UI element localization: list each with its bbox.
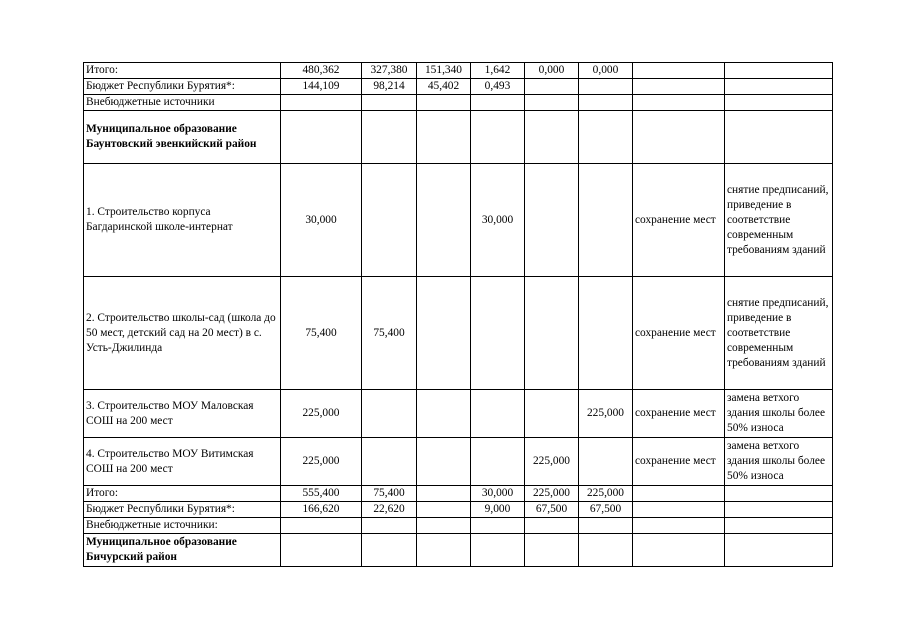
total-cell: 75,400 (281, 277, 362, 390)
year-cell: 67,500 (579, 502, 633, 518)
municipality-header: Муниципальное образование Бичурский район (84, 534, 281, 567)
year-cell (362, 438, 417, 486)
total-cell: 225,000 (281, 438, 362, 486)
year-cell: 225,000 (579, 486, 633, 502)
year-cell (362, 390, 417, 438)
total-cell: 225,000 (281, 390, 362, 438)
total-cell (281, 95, 362, 111)
total-cell: 144,109 (281, 79, 362, 95)
effect-cell (633, 79, 725, 95)
note-cell (725, 95, 833, 111)
year-cell: 225,000 (525, 438, 579, 486)
year-cell (417, 95, 471, 111)
table-row (84, 63, 833, 79)
year-cell: 67,500 (525, 502, 579, 518)
year-cell (579, 518, 633, 534)
year-cell: 0,493 (471, 79, 525, 95)
year-cell: 327,380 (362, 63, 417, 79)
year-cell (471, 438, 525, 486)
row-name: 2. Строительство школы-сад (школа до 50 мест, детский сад на 20 мест) в с. Усть-Джилинда (84, 277, 281, 390)
effect-cell: сохранение мест (633, 390, 725, 438)
year-cell (362, 518, 417, 534)
year-cell (417, 438, 471, 486)
year-cell (417, 277, 471, 390)
year-cell: 30,000 (471, 486, 525, 502)
year-cell (525, 518, 579, 534)
year-cell: 75,400 (362, 277, 417, 390)
year-cell (579, 277, 633, 390)
table-row (84, 486, 833, 502)
year-cell (579, 79, 633, 95)
year-cell (525, 277, 579, 390)
row-name: Итого: (84, 486, 281, 502)
note-cell: замена ветхого здания школы более 50% износа (725, 390, 833, 438)
note-cell: замена ветхого здания школы более 50% износа (725, 438, 833, 486)
year-cell: 45,402 (417, 79, 471, 95)
municipality-header: Муниципальное образование Баунтовский эвенкийский район (84, 111, 281, 164)
note-cell (725, 63, 833, 79)
year-cell (579, 438, 633, 486)
row-name: Итого: (84, 63, 281, 79)
year-cell (471, 518, 525, 534)
year-cell (362, 164, 417, 277)
year-cell: 98,214 (362, 79, 417, 95)
year-cell (525, 164, 579, 277)
note-cell (725, 518, 833, 534)
year-cell: 0,000 (579, 63, 633, 79)
table-row (84, 277, 833, 390)
year-cell (579, 95, 633, 111)
year-cell (417, 486, 471, 502)
year-cell (417, 502, 471, 518)
year-cell: 9,000 (471, 502, 525, 518)
table-row (84, 502, 833, 518)
year-cell (417, 518, 471, 534)
effect-cell: сохранение мест (633, 277, 725, 390)
note-cell (725, 486, 833, 502)
total-cell: 166,620 (281, 502, 362, 518)
year-cell (417, 390, 471, 438)
table-row (84, 438, 833, 486)
year-cell: 1,642 (471, 63, 525, 79)
total-cell: 555,400 (281, 486, 362, 502)
year-cell (362, 95, 417, 111)
year-cell (525, 390, 579, 438)
note-cell (725, 79, 833, 95)
note-cell: снятие предписаний, приведение в соответствие современным требованиям зданий (725, 164, 833, 277)
row-name: Бюджет Республики Бурятия*: (84, 502, 281, 518)
year-cell: 22,620 (362, 502, 417, 518)
note-cell (725, 502, 833, 518)
year-cell (579, 164, 633, 277)
table-row (84, 164, 833, 277)
effect-cell: сохранение мест (633, 164, 725, 277)
budget-table (83, 62, 833, 567)
year-cell (525, 95, 579, 111)
year-cell: 151,340 (417, 63, 471, 79)
year-cell (471, 95, 525, 111)
row-name: Внебюджетные источники: (84, 518, 281, 534)
row-name: 3. Строительство МОУ Маловская СОШ на 200 мест (84, 390, 281, 438)
note-cell: снятие предписаний, приведение в соответствие современным требованиям зданий (725, 277, 833, 390)
year-cell: 75,400 (362, 486, 417, 502)
row-name: Бюджет Республики Бурятия*: (84, 79, 281, 95)
effect-cell (633, 63, 725, 79)
effect-cell (633, 486, 725, 502)
section-header-row (84, 111, 833, 164)
effect-cell (633, 518, 725, 534)
year-cell (417, 164, 471, 277)
year-cell: 0,000 (525, 63, 579, 79)
total-cell: 480,362 (281, 63, 362, 79)
effect-cell: сохранение мест (633, 438, 725, 486)
row-name: 4. Строительство МОУ Витимская СОШ на 200 мест (84, 438, 281, 486)
total-cell: 30,000 (281, 164, 362, 277)
effect-cell (633, 502, 725, 518)
effect-cell (633, 95, 725, 111)
year-cell: 30,000 (471, 164, 525, 277)
year-cell (525, 79, 579, 95)
table-row (84, 95, 833, 111)
table-row (84, 79, 833, 95)
year-cell: 225,000 (525, 486, 579, 502)
total-cell (281, 518, 362, 534)
year-cell (471, 390, 525, 438)
section-header-row (84, 534, 833, 567)
year-cell: 225,000 (579, 390, 633, 438)
year-cell (471, 277, 525, 390)
table-row (84, 518, 833, 534)
row-name: Внебюджетные источники (84, 95, 281, 111)
row-name: 1. Строительство корпуса Багдаринской школе-интернат (84, 164, 281, 277)
table-row (84, 390, 833, 438)
